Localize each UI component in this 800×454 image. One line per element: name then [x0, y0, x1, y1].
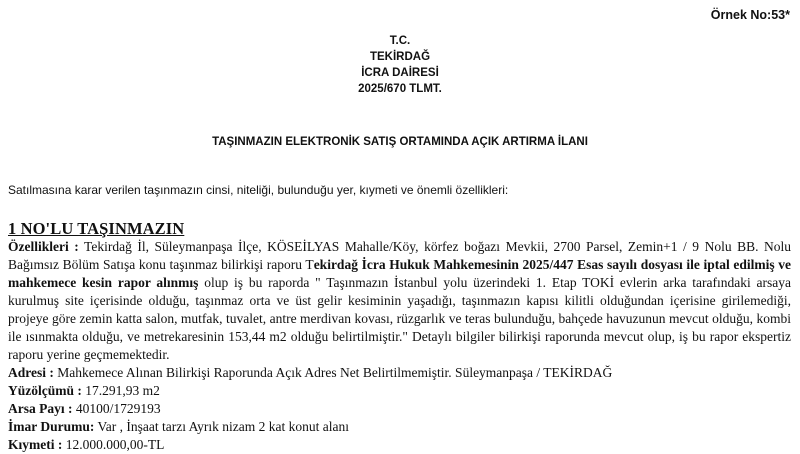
intro-text: Satılmasına karar verilen taşınmazın cinsi, niteliği, bulunduğu yer, kıymeti ve önemli özellikleri: [8, 183, 509, 197]
features-text-bold: ekirdağ İcra Hukuk Mahkemesinin 2025/447 Esas sayılı dosyası ile iptal edilmiş ve mahkemece kesin rapor alınmış [8, 257, 792, 290]
area-label: Yüzölçümü : [8, 383, 82, 398]
document-header [0, 33, 800, 97]
value-line [8, 436, 791, 454]
header-line-tc: T.C. [389, 35, 411, 47]
zoning-line [8, 418, 791, 436]
address-line [8, 364, 791, 382]
land-share-label: Arsa Payı : [8, 401, 73, 416]
property-details [8, 238, 791, 454]
value-amount: 12.000.000,00-TL [62, 437, 165, 452]
header-line-file-number: 2025/670 TLMT. [358, 83, 442, 95]
features-paragraph [8, 238, 791, 364]
land-share-line [8, 400, 791, 418]
value-label: Kıymeti : [8, 437, 63, 452]
header-line-city: TEKİRDAĞ [369, 51, 431, 63]
property-heading: 1 NO'LU TAŞINMAZIN [8, 219, 185, 238]
land-share-value: 40100/1729193 [72, 401, 161, 416]
zoning-label: İmar Durumu: [8, 419, 95, 434]
zoning-value: Var , İnşaat tarzı Ayrık nizam 2 kat konut alanı [94, 419, 349, 434]
address-label: Adresi : [8, 365, 54, 380]
address-value: Mahkemece Alınan Bilirkişi Raporunda Açık Adres Net Belirtilmemiştir. Süleymanpaşa / TEKİRDAĞ [53, 365, 613, 380]
features-label: Özellikleri : [8, 239, 79, 254]
header-line-office: İCRA DAİRESİ [361, 67, 439, 79]
notice-title: TAŞINMAZIN ELEKTRONİK SATIŞ ORTAMINDA AÇIK ARTIRMA İLANI [212, 136, 588, 148]
sample-number: Örnek No:53* [710, 8, 790, 22]
features-text-part2: olup iş bu raporda " Taşınmazın İstanbul yolu üzerindeki 1. Etap TOKİ evlerin arka tarafındaki arsaya kurulmuş site içerisinde olduğu, taşınmaz orta ve üst gelir kesiminin yaşadığı, taşınmazın kapısı kilitli olduğundan içerisine girilemediği, projeye göre zemin katta salon, mutfak, tuvalet, antre merdivan kovası, rüzgarlık ve teras bulunduğu, bahçede havuzunun mevcut olduğu, kombi ile ısınmakta olduğu, ve metrekaresinin 153,44 m2 olduğu belirtilmiştir." Detaylı bilgiler bilirkişi raporunda mevcut olup, iş bu rapor ekspertiz raporu yerine geçmemektedir. [8, 275, 791, 362]
features-text-part1: Tekirdağ İl, Süleymanpaşa İlçe, KÖSEİLYAS Mahalle/Köy, körfez boğazı Mevkii, 2700 Parsel, Zemin+1 / 9 Nolu BB. Nolu Bağımsız Bölüm Satışa konu taşınmaz bilirkişi raporu T [8, 239, 791, 272]
area-line [8, 382, 791, 400]
area-value: 17.291,93 m2 [81, 383, 160, 398]
